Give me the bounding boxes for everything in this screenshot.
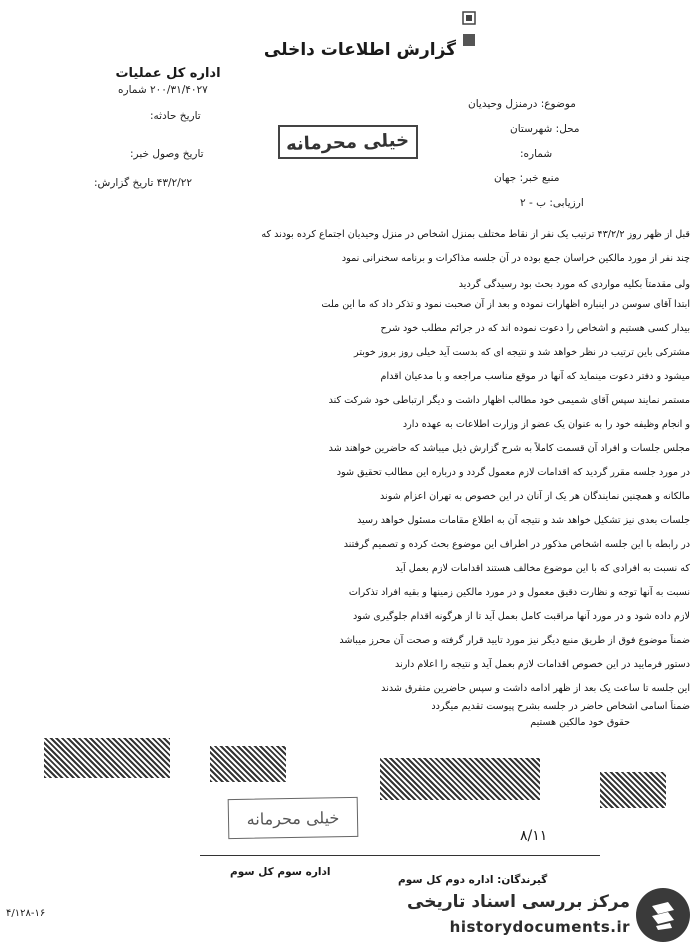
watermark-title: مرکز بررسی اسناد تاریخی (407, 892, 630, 912)
body-line: جلسات بعدی نیز تشکیل خواهد شد و نتیجه آن به اطلاع مقامات مسئول خواهد رسید (357, 515, 690, 526)
body-line: چند نفر از مورد مالکین خراسان جمع بوده در آن جلسه مذاکرات و برنامه سخنرانی نمود (341, 253, 690, 264)
report-date-value: ۴۳/۲/۲۲ (156, 177, 192, 189)
number-row (118, 84, 208, 96)
body-line: در مورد جلسه مقرر گردید که اقدامات لازم معمول گردد و درباره این مطالب تحقیق شود (336, 467, 690, 478)
body-line: میشود و دفتر دعوت مینماید که آنها در موقع مناسب مراجعه و با مدعیان اقدام (380, 371, 690, 382)
body-line: ضمناً اسامی اشخاص حاضر در جلسه بشرح پیوست تقدیم میگردد (431, 701, 690, 712)
subject-label: موضوع: (540, 98, 576, 110)
evaluation-row (520, 197, 584, 209)
number-value: ۲۰۰/۳۱/۴۰۲۷ (149, 84, 208, 96)
body-line: ولی مقدمتاً بکلیه مواردی که مورد بحث بود رسیدگی گردید (458, 279, 690, 290)
document-mark-icon-2 (462, 32, 476, 51)
body-line: دستور فرمایید در این خصوص اقدامات لازم بعمل آید و نتیجه را اعلام دارند (395, 659, 690, 670)
body-line: مجلس جلسات و افراد آن قسمت کاملاً به شرح گزارش ذیل میباشد که حاضرین خواهند شد (328, 443, 690, 454)
source-row (494, 172, 559, 184)
body-line: و انجام وظیفه خود را به عنوان یک عضو از وزارت اطلاعات به عهده دارد (402, 419, 690, 430)
report-date-row (94, 177, 192, 189)
received-date-label: تاریخ وصول خبر: (130, 148, 204, 160)
body-line: قبل از ظهر روز ۴۳/۲/۲ ترتیب یک نفر از نقاط مختلف بمنزل اشخاص در منزل وحیدیان اجتماع کرده بودند که (261, 229, 690, 240)
classification-stamp-bottom (228, 797, 359, 839)
footer-right-label: گیرندگان: اداره دوم کل سوم (398, 874, 548, 886)
department-label: اداره کل عملیات (115, 66, 221, 81)
body-line: ابتدا آقای سوسن در اینباره اظهارات نموده و بعد از آن صحبت نمود و تذکر داد که ما این ملت (321, 299, 690, 310)
body-line: مستمر نمایند سپس آقای شمیمی خود مطالب اظهار داشت و دیگر ارتباطی خود شرکت کند (328, 395, 690, 406)
page-code: ۴/۱۲۸-۱۶ (6, 908, 46, 919)
body-line: بیدار کسی هستیم و اشخاص را دعوت نموده اند که در جرائم مطلب خود شرح (380, 323, 690, 334)
body-line: مشترکی باین ترتیب در نظر خواهد شد و نتیجه ای که بدست آید خیلی روز بروز خوبتر (354, 347, 690, 358)
footer-left-label: اداره سوم کل سوم (230, 866, 331, 878)
place-value: شهرستان (510, 123, 553, 135)
archive-logo-icon (636, 888, 690, 942)
classification-stamp-bottom-text: خیلی محرمانه (246, 807, 340, 829)
signature: ۸/۱۱ (520, 828, 548, 844)
body-line: ضمناً موضوع فوق از طریق منبع دیگر نیز مورد تایید قرار گرفته و صحت آن محرز میباشد (339, 635, 690, 646)
incident-date-label: تاریخ حادثه: (150, 110, 201, 122)
evaluation-label: ارزیابی: (549, 197, 584, 209)
redaction-block (600, 772, 666, 808)
number-label: شماره (118, 84, 147, 96)
place-row (510, 123, 580, 135)
source-value: جهان (494, 172, 517, 184)
report-date-label: تاریخ گزارش: (94, 177, 154, 189)
classification-stamp (278, 125, 418, 159)
redaction-block (210, 746, 286, 782)
subject-value: درمنزل وحیدیان (468, 98, 538, 110)
body-line: لازم داده شود و در مورد آنها مراقبت کامل بعمل آید تا از هرگونه اقدام جلوگیری شود (352, 611, 690, 622)
source-label: منبع خبر: (519, 172, 560, 184)
redaction-block (380, 758, 540, 800)
place-label: محل: (555, 123, 580, 135)
body-line: در رابطه با این جلسه اشخاص مذکور در اطراف این موضوع بحث کرده و تصمیم گرفتند (343, 539, 690, 550)
body-line: که نسبت به افرادی که با این موضوع مخالف هستند اقدامات لازم بعمل آید (395, 563, 690, 574)
redaction-block (44, 738, 170, 778)
classification-stamp-text: خیلی محرمانه (286, 129, 410, 155)
body-line: حقوق خود مالکین هستیم (530, 717, 630, 728)
evaluation-value: ب - ۲ (520, 197, 546, 209)
document-mark-icon (462, 10, 476, 29)
action-label: شماره: (520, 148, 553, 160)
watermark-url: historydocuments.ir (449, 918, 630, 936)
document-title: گزارش اطلاعات داخلی (263, 40, 457, 60)
body-line: مالکانه و همچنین نمایندگان هر یک از آنان در این خصوص به تهران اعزام شوند (380, 491, 690, 502)
body-line: این جلسه تا ساعت یک بعد از ظهر ادامه داشت و سپس حاضرین متفرق شدند (381, 683, 690, 694)
body-line: نسبت به آنها توجه و نظارت دقیق معمول و در مورد مالکین زمینها و بقیه افراد تذکرات (348, 587, 690, 598)
footer-separator (200, 855, 600, 856)
subject-row (468, 98, 576, 110)
